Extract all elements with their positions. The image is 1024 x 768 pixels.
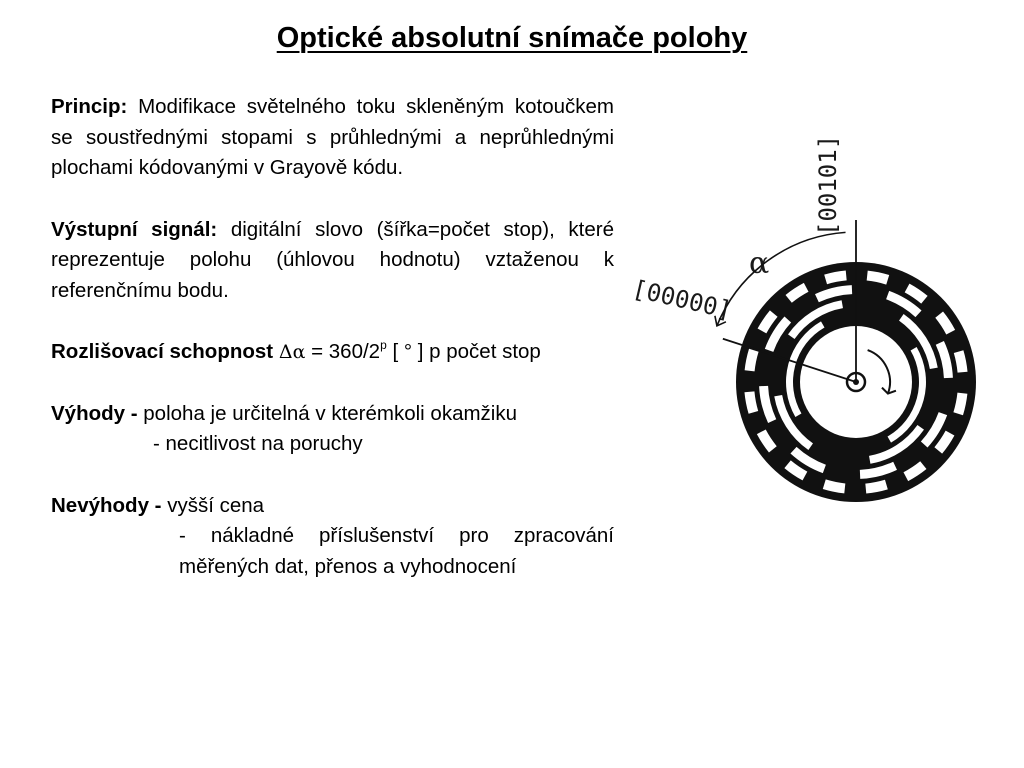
disadvantages-line-2: - nákladné příslušenství pro zpracování měřených dat, přenos a vyhodnocení — [179, 524, 614, 578]
disadvantages-paragraph — [51, 491, 614, 522]
delta-alpha-symbol: Δα — [278, 341, 306, 363]
resolution-exponent: p — [380, 338, 387, 352]
text-body — [51, 92, 614, 582]
label-reference-position: [00000] — [629, 274, 735, 325]
output-signal-paragraph — [51, 215, 614, 307]
output-signal-text: digitální slovo (šířka=počet stop), které reprezentuje polohu (úhlovou hodnotu) vztaženou k referenčnímu bodu. — [51, 217, 614, 302]
resolution-formula: = 360/2 — [311, 340, 381, 363]
principle-paragraph — [51, 92, 614, 184]
disadvantages-term: Nevýhody - — [51, 493, 162, 517]
label-current-position: [00101] — [814, 134, 842, 236]
advantages-line-2: - necitlivost na poruchy — [153, 432, 363, 455]
principle-text: Modifikace světelného toku skleněným kotoučkem se soustřednými stopami s průhlednými a neprůhlednými plochami kódovanými v Grayově kódu. — [51, 95, 614, 179]
angle-alpha-label: α — [749, 246, 770, 281]
resolution-rest: [ ° ] p počet stop — [392, 340, 541, 363]
encoder-disk-svg — [626, 132, 986, 512]
disadvantages-line-1: vyšší cena — [167, 493, 265, 517]
advantages-paragraph — [51, 399, 614, 430]
page-title: Optické absolutní snímače polohy — [276, 22, 748, 54]
resolution-term: Rozlišovací schopnost — [51, 340, 274, 363]
principle-term: Princip: — [51, 95, 128, 118]
encoder-diagram — [626, 132, 986, 512]
advantages-term: Výhody - — [51, 401, 138, 425]
advantages-line-1: poloha je určitelná v kterémkoli okamžiku — [143, 401, 518, 425]
output-signal-term: Výstupní signál: — [51, 217, 218, 241]
resolution-paragraph — [51, 337, 614, 368]
